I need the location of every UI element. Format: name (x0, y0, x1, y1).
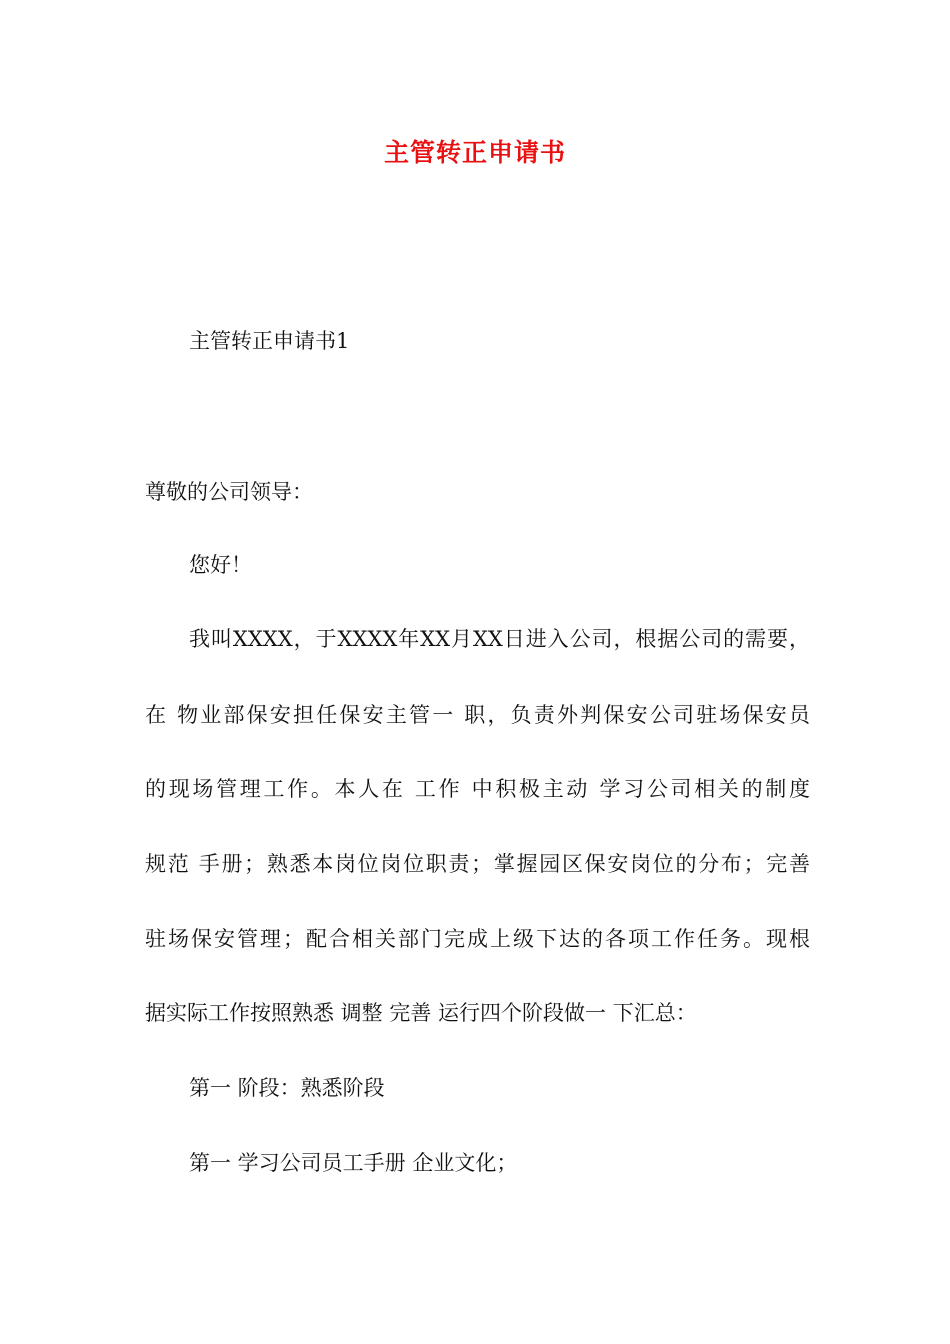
body-line: 规范 手册；熟悉本岗位岗位职责；掌握园区保安岗位的分布；完善 (145, 852, 810, 876)
section-heading: 主管转正申请书1 (189, 329, 350, 353)
body-line: 在 物业部保安担任保安主管一 职，负责外判保安公司驻场保安员 (145, 703, 810, 727)
document-title: 主管转正申请书 (383, 138, 566, 167)
stage-item: 第一 学习公司员工手册 企业文化； (189, 1151, 518, 1175)
stage-heading: 第一 阶段：熟悉阶段 (189, 1076, 385, 1100)
salutation: 尊敬的公司领导： (145, 480, 313, 504)
body-line: 我叫XXXX，于XXXX年XX月XX日进入公司，根据公司的需要， (189, 627, 810, 651)
greeting: 您好！ (189, 553, 252, 577)
body-line: 的现场管理工作。本人在 工作 中积极主动 学习公司相关的制度 (145, 777, 810, 801)
body-line: 据实际工作按照熟悉 调整 完善 运行四个阶段做一 下汇总： (145, 1001, 697, 1025)
body-line: 驻场保安管理；配合相关部门完成上级下达的各项工作任务。现根 (145, 927, 810, 951)
